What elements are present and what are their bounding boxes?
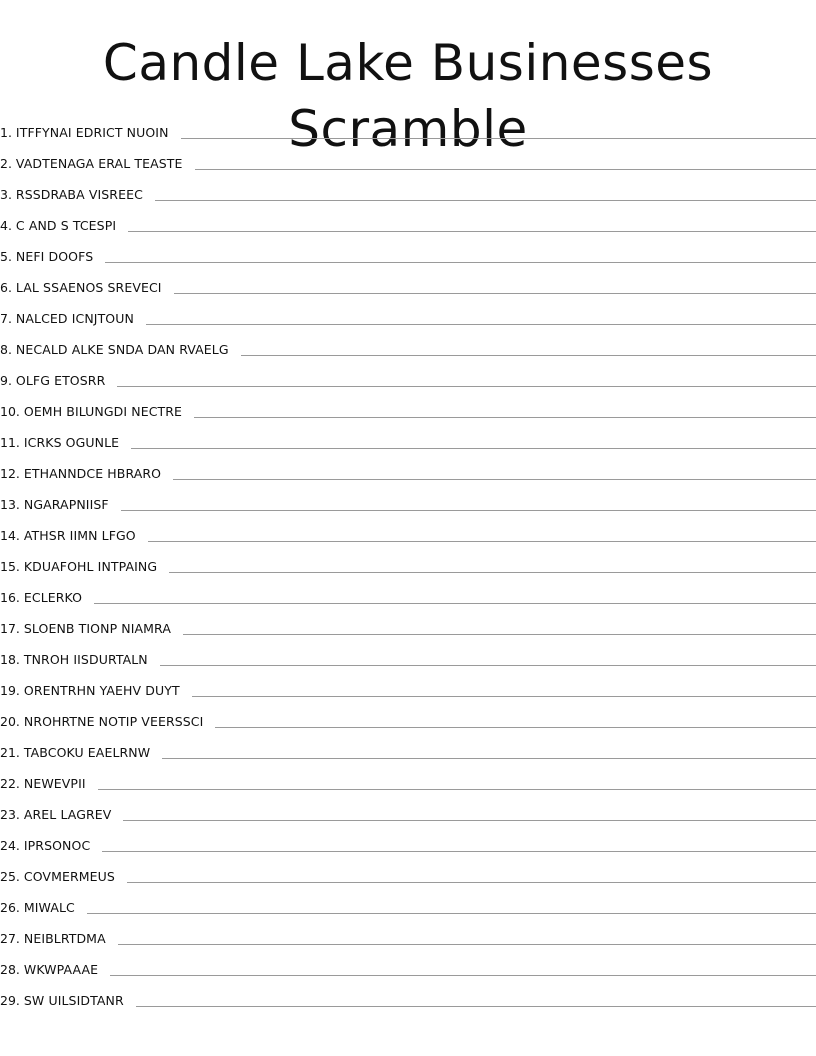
answer-blank-line[interactable] bbox=[118, 943, 816, 945]
scrambled-word: KDUAFOHL INTPAING bbox=[23, 559, 158, 574]
answer-blank-line[interactable] bbox=[181, 137, 816, 139]
item-number: 23. bbox=[0, 807, 20, 822]
answer-blank-line[interactable] bbox=[94, 602, 816, 604]
scramble-row bbox=[0, 948, 816, 979]
answer-blank-line[interactable] bbox=[128, 230, 816, 232]
answer-blank-line[interactable] bbox=[87, 912, 816, 914]
answer-blank-line[interactable] bbox=[183, 633, 816, 635]
item-number: 14. bbox=[0, 528, 20, 543]
scrambled-word: NEFI DOOFS bbox=[15, 249, 94, 264]
scrambled-word: ECLERKO bbox=[23, 590, 83, 605]
answer-blank-line[interactable] bbox=[123, 819, 816, 821]
item-number: 29. bbox=[0, 993, 20, 1008]
answer-blank-line[interactable] bbox=[117, 385, 816, 387]
scramble-row bbox=[0, 359, 816, 390]
scramble-row bbox=[0, 297, 816, 328]
scrambled-word: OEMH BILUNGDI NECTRE bbox=[23, 404, 183, 419]
scrambled-word: AREL LAGREV bbox=[23, 807, 112, 822]
scrambled-word: MIWALC bbox=[23, 900, 75, 915]
scramble-row bbox=[0, 483, 816, 514]
answer-blank-line[interactable] bbox=[155, 199, 816, 201]
scrambled-word: ATHSR IIMN LFGO bbox=[23, 528, 136, 543]
answer-blank-line[interactable] bbox=[146, 323, 816, 325]
scrambled-word: OLFG ETOSRR bbox=[15, 373, 106, 388]
answer-blank-line[interactable] bbox=[136, 1005, 816, 1007]
scramble-row bbox=[0, 514, 816, 545]
scrambled-word: ORENTRHN YAEHV DUYT bbox=[23, 683, 180, 698]
scramble-row bbox=[0, 793, 816, 824]
scrambled-word: SLOENB TIONP NIAMRA bbox=[23, 621, 171, 636]
scramble-row bbox=[0, 173, 816, 204]
scrambled-word: C AND S TCESPI bbox=[15, 218, 117, 233]
item-number: 28. bbox=[0, 962, 20, 977]
scrambled-word: ETHANNDCE HBRARO bbox=[23, 466, 162, 481]
item-number: 10. bbox=[0, 404, 20, 419]
scrambled-word: SW UILSIDTANR bbox=[23, 993, 124, 1008]
item-number: 9. bbox=[0, 373, 12, 388]
scrambled-word: TNROH IISDURTALN bbox=[23, 652, 148, 667]
answer-blank-line[interactable] bbox=[102, 850, 816, 852]
scramble-row bbox=[0, 266, 816, 297]
answer-blank-line[interactable] bbox=[131, 447, 816, 449]
answer-blank-line[interactable] bbox=[98, 788, 816, 790]
scramble-row bbox=[0, 700, 816, 731]
answer-blank-line[interactable] bbox=[148, 540, 816, 542]
scrambled-word: ICRKS OGUNLE bbox=[23, 435, 120, 450]
scramble-row bbox=[0, 886, 816, 917]
scramble-list bbox=[0, 111, 816, 1010]
scrambled-word: NGARAPNIISF bbox=[23, 497, 109, 512]
scrambled-word: RSSDRABA VISREEC bbox=[15, 187, 143, 202]
answer-blank-line[interactable] bbox=[160, 664, 816, 666]
scramble-row bbox=[0, 142, 816, 173]
item-number: 20. bbox=[0, 714, 20, 729]
item-number: 25. bbox=[0, 869, 20, 884]
scramble-row bbox=[0, 204, 816, 235]
scramble-row bbox=[0, 576, 816, 607]
answer-blank-line[interactable] bbox=[215, 726, 816, 728]
scrambled-word: WKWPAAAE bbox=[23, 962, 99, 977]
scramble-row bbox=[0, 638, 816, 669]
scramble-row bbox=[0, 111, 816, 142]
item-number: 21. bbox=[0, 745, 20, 760]
item-number: 16. bbox=[0, 590, 20, 605]
scramble-row bbox=[0, 235, 816, 266]
scramble-row bbox=[0, 452, 816, 483]
scramble-row bbox=[0, 979, 816, 1010]
item-number: 6. bbox=[0, 280, 12, 295]
scramble-row bbox=[0, 669, 816, 700]
item-number: 12. bbox=[0, 466, 20, 481]
item-number: 13. bbox=[0, 497, 20, 512]
scramble-row bbox=[0, 855, 816, 886]
item-number: 26. bbox=[0, 900, 20, 915]
scrambled-word: IPRSONOC bbox=[23, 838, 91, 853]
scrambled-word: COVMERMEUS bbox=[23, 869, 115, 884]
scramble-row bbox=[0, 390, 816, 421]
scramble-row bbox=[0, 824, 816, 855]
scramble-row bbox=[0, 731, 816, 762]
answer-blank-line[interactable] bbox=[121, 509, 816, 511]
answer-blank-line[interactable] bbox=[194, 416, 816, 418]
scrambled-word: VADTENAGA ERAL TEASTE bbox=[15, 156, 183, 171]
item-number: 24. bbox=[0, 838, 20, 853]
scrambled-word: NEIBLRTDMA bbox=[23, 931, 106, 946]
item-number: 27. bbox=[0, 931, 20, 946]
scrambled-word: TABCOKU EAELRNW bbox=[23, 745, 151, 760]
answer-blank-line[interactable] bbox=[169, 571, 816, 573]
scramble-row bbox=[0, 328, 816, 359]
scrambled-word: ITFFYNAI EDRICT NUOIN bbox=[15, 125, 169, 140]
scramble-row bbox=[0, 421, 816, 452]
item-number: 22. bbox=[0, 776, 20, 791]
page-title: Candle Lake Businesses Scramble bbox=[102, 34, 714, 158]
item-number: 4. bbox=[0, 218, 12, 233]
scrambled-word: NALCED ICNJTOUN bbox=[15, 311, 134, 326]
answer-blank-line[interactable] bbox=[174, 292, 816, 294]
scramble-row bbox=[0, 607, 816, 638]
item-number: 15. bbox=[0, 559, 20, 574]
item-number: 1. bbox=[0, 125, 12, 140]
item-number: 2. bbox=[0, 156, 12, 171]
answer-blank-line[interactable] bbox=[110, 974, 816, 976]
scramble-row bbox=[0, 545, 816, 576]
scrambled-word: NROHRTNE NOTIP VEERSSCI bbox=[23, 714, 204, 729]
item-number: 11. bbox=[0, 435, 20, 450]
scramble-row bbox=[0, 917, 816, 948]
scrambled-word: NEWEVPII bbox=[23, 776, 86, 791]
item-number: 17. bbox=[0, 621, 20, 636]
answer-blank-line[interactable] bbox=[162, 757, 816, 759]
answer-blank-line[interactable] bbox=[105, 261, 816, 263]
item-number: 19. bbox=[0, 683, 20, 698]
scramble-row bbox=[0, 762, 816, 793]
item-number: 5. bbox=[0, 249, 12, 264]
scrambled-word: NECALD ALKE SNDA DAN RVAELG bbox=[15, 342, 229, 357]
answer-blank-line[interactable] bbox=[241, 354, 816, 356]
answer-blank-line[interactable] bbox=[192, 695, 816, 697]
answer-blank-line[interactable] bbox=[195, 168, 816, 170]
item-number: 3. bbox=[0, 187, 12, 202]
answer-blank-line[interactable] bbox=[127, 881, 816, 883]
item-number: 8. bbox=[0, 342, 12, 357]
item-number: 7. bbox=[0, 311, 12, 326]
answer-blank-line[interactable] bbox=[173, 478, 816, 480]
item-number: 18. bbox=[0, 652, 20, 667]
scrambled-word: LAL SSAENOS SREVECI bbox=[15, 280, 162, 295]
